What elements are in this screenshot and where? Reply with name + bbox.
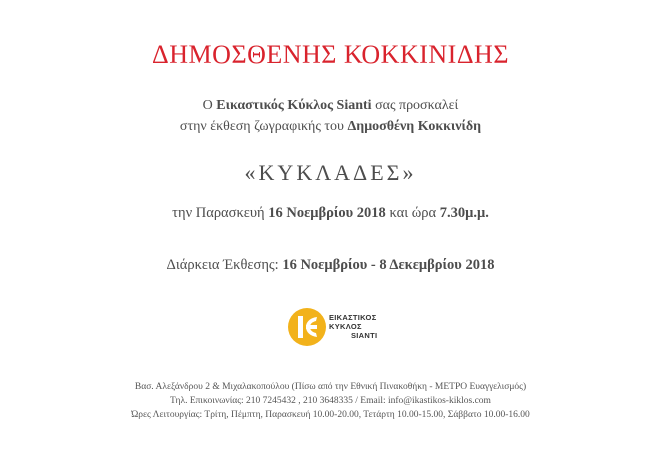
exhibition-title: «ΚΥΚΛΑΔΕΣ» — [244, 160, 417, 185]
opening-day: την Παρασκευή — [172, 205, 269, 221]
invitation-prefix: Ο — [202, 98, 217, 113]
logo-line-1: ΕΙΚΑΣΤΙΚΟΣ — [329, 313, 377, 322]
footer-contact: Τηλ. Επικοινωνίας: 210 7245432 , 210 3648335 / Email: info@ikastikos-kiklos.com — [170, 396, 491, 406]
logo-wordmark — [329, 313, 377, 340]
footer-hours: Ώρες Λειτουργίας: Τρίτη, Πέμπτη, Παρασκευή 10.00-20.00, Τετάρτη 10.00-15.00, Σάββατο 10.00-16.00 — [131, 410, 530, 420]
footer-info — [0, 380, 661, 422]
invitation-line-1 — [0, 95, 661, 116]
opening-date: 16 Νοεμβρίου 2018 — [268, 205, 386, 221]
opening-info — [0, 203, 661, 223]
duration-info — [0, 255, 661, 275]
invitation-suffix: σας προσκαλεί — [371, 98, 459, 113]
sianti-logo-icon — [287, 307, 327, 347]
duration-range: 16 Νοεμβρίου - 8 Δεκεμβρίου 2018 — [282, 257, 495, 273]
opening-time: 7.30μ.μ. — [439, 205, 489, 221]
opening-connector: και ώρα — [385, 205, 440, 221]
footer-address: Βασ. Αλεξάνδρου 2 & Μιχαλακοπούλου (Πίσω από την Εθνική Πινακοθήκη - ΜΕΤΡΟ Ευαγγελισμός) — [134, 382, 527, 392]
invitation-line-2 — [0, 116, 661, 137]
artist-name-heading: ΔΗΜΟΣΘΕΝΗΣ ΚΟΚΚΙΝΙΔΗΣ — [152, 40, 509, 69]
artist-name-inline: Δημοσθένη Κοκκινίδη — [347, 119, 482, 134]
organizer-name: Εικαστικός Κύκλος Sianti — [216, 98, 372, 113]
exhibition-intro: στην έκθεση ζωγραφικής του — [179, 119, 348, 134]
invitation-text — [0, 95, 661, 137]
logo-line-3: SIANTI — [351, 331, 378, 340]
logo-line-2: ΚΥΚΛΟΣ — [329, 322, 362, 331]
duration-label: Διάρκεια Έκθεσης: — [166, 257, 283, 273]
sianti-logo — [287, 307, 407, 349]
